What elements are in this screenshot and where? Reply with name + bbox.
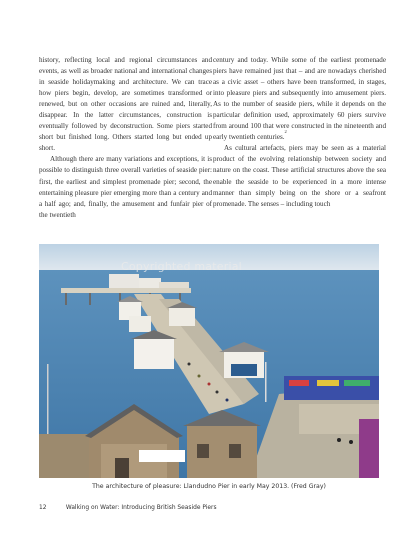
paragraph: Although there are many variations and exceptions, it is possible to distinguish three overall varieties of seaside pier: first, the earliest and simplest promenade pier; second, the entertaining pleasure pier emerging more than a century and a half ago; and, finally, the amusement and funfair pier of the twentieth (39, 155, 212, 219)
text-column-left (39, 55, 212, 221)
paragraph (213, 55, 386, 143)
paragraph: As cultural artefacts, piers may be seen as a material product of the evolving relationship between society and nature on the coast. These artificial structures above the sea enable the seaside to be experienced in a more intense manner than simply being on the shore or a seafront promenade. The senses – including touch (213, 144, 386, 208)
running-title: Walking on Water: Introducing British Seaside Piers (65, 505, 217, 511)
pier-photo-illustration (39, 244, 379, 478)
footnote-marker: 2 (284, 129, 287, 135)
text-column-right (213, 55, 386, 210)
pier-photograph (39, 244, 379, 478)
figure-caption: The architecture of pleasure: Llandudno Pier in early May 2013. (Fred Gray) (92, 483, 326, 490)
copyright-watermark: Copyrighted material (121, 260, 242, 273)
page-footer (39, 505, 379, 511)
paragraph-text: century and today. While some of the earliest promenade piers have remained just that – and are nowadays cherished as a civic asset – others have been transformed, in stages, into pleasure piers and subsequently into amusement piers. As to the number of seaside piers, while it depends on the particular definition used, approximately 60 piers survive from around 100 that were constructed in the nineteenth and early twentieth centuries. (213, 56, 386, 142)
page-number: 12 (39, 505, 47, 511)
paragraph: history, reflecting local and regional circumstances and events, as well as broader national and international changes in seaside holidaymaking and architecture. We can trace how piers begin, develop, are sometimes transformed or renewed, but on other occasions are ruined and, literally, disappear. In the latter circumstances, construction is eventually followed by deconstruction. Some piers started short but finished long. Others started long but ended up short. (39, 56, 212, 153)
